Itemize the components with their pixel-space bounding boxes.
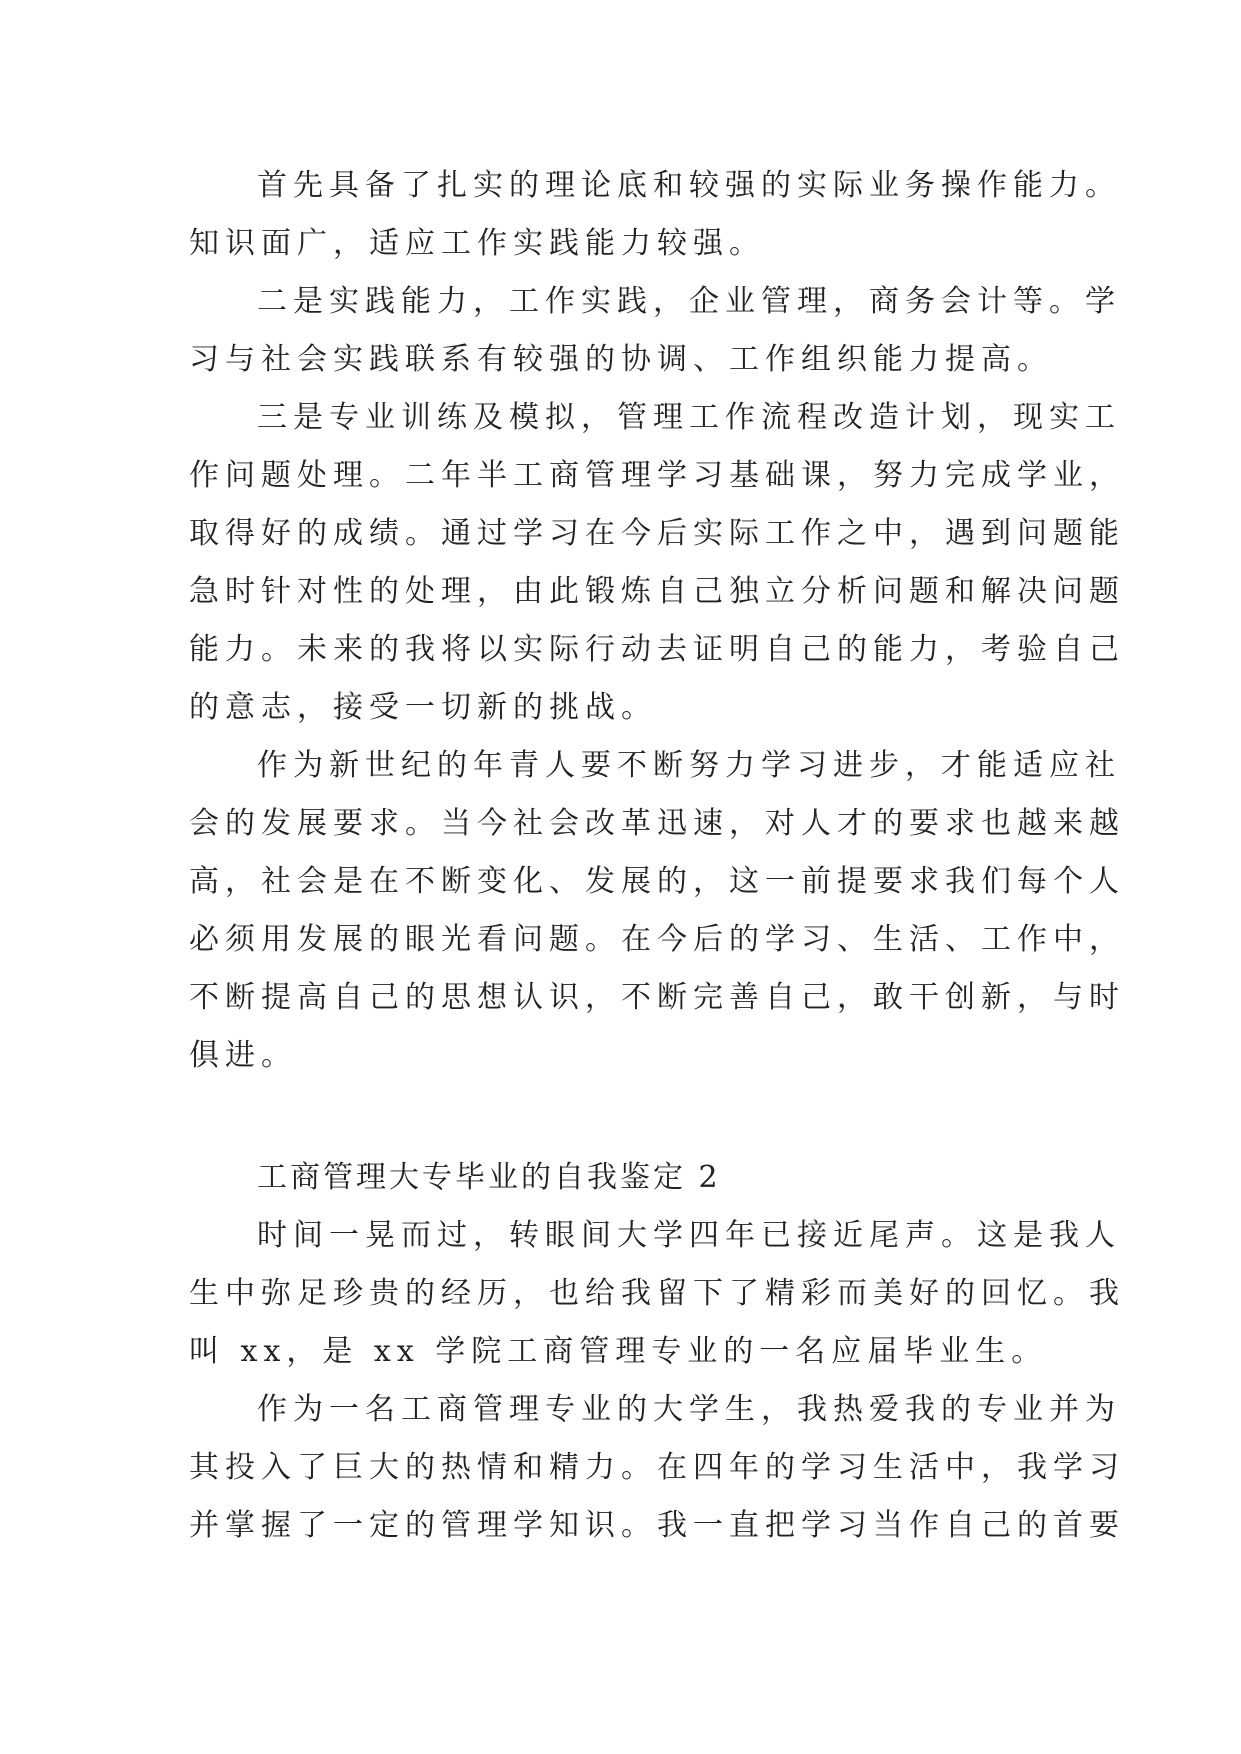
- paragraph-line: 高，社会是在不断变化、发展的，这一前提要求我们每个人: [189, 864, 1125, 899]
- paragraph-line: 二是实践能力，工作实践，企业管理，商务会计等。学: [257, 284, 1121, 319]
- paragraph-line: 必须用发展的眼光看问题。在今后的学习、生活、工作中，: [189, 922, 1125, 957]
- paragraph-line: 会的发展要求。当今社会改革迅速，对人才的要求也越来越: [189, 806, 1125, 841]
- paragraph-line: 首先具备了扎实的理论底和较强的实际业务操作能力。: [257, 168, 1121, 203]
- paragraph-line: 作为一名工商管理专业的大学生，我热爱我的专业并为: [257, 1392, 1121, 1427]
- paragraph-line: 取得好的成绩。通过学习在今后实际工作之中，遇到问题能: [189, 516, 1125, 551]
- paragraph-line: 能力。未来的我将以实际行动去证明自己的能力，考验自己: [189, 632, 1125, 667]
- paragraph-line: 叫 xx，是 xx 学院工商管理专业的一名应届毕业生。: [189, 1334, 1048, 1369]
- paragraph-line: 的意志，接受一切新的挑战。: [189, 690, 657, 725]
- paragraph-line: 其投入了巨大的热情和精力。在四年的学习生活中，我学习: [189, 1450, 1125, 1485]
- paragraph-line: 知识面广，适应工作实践能力较强。: [189, 226, 765, 261]
- paragraph-line: 并掌握了一定的管理学知识。我一直把学习当作自己的首要: [189, 1508, 1125, 1543]
- paragraph-line: 时间一晃而过，转眼间大学四年已接近尾声。这是我人: [257, 1218, 1121, 1253]
- paragraph-line: 急时针对性的处理，由此锻炼自己独立分析问题和解决问题: [189, 574, 1125, 609]
- section-heading: 工商管理大专毕业的自我鉴定 2: [257, 1160, 721, 1195]
- paragraph-line: 作为新世纪的年青人要不断努力学习进步，才能适应社: [257, 748, 1121, 783]
- paragraph-line: 三是专业训练及模拟，管理工作流程改造计划，现实工: [257, 400, 1121, 435]
- paragraph-line: 不断提高自己的思想认识，不断完善自己，敢干创新，与时: [189, 980, 1125, 1015]
- paragraph-line: 俱进。: [189, 1038, 297, 1073]
- paragraph-line: 生中弥足珍贵的经历，也给我留下了精彩而美好的回忆。我: [189, 1276, 1125, 1311]
- paragraph-line: 习与社会实践联系有较强的协调、工作组织能力提高。: [189, 342, 1053, 377]
- paragraph-line: 作问题处理。二年半工商管理学习基础课，努力完成学业，: [189, 458, 1125, 493]
